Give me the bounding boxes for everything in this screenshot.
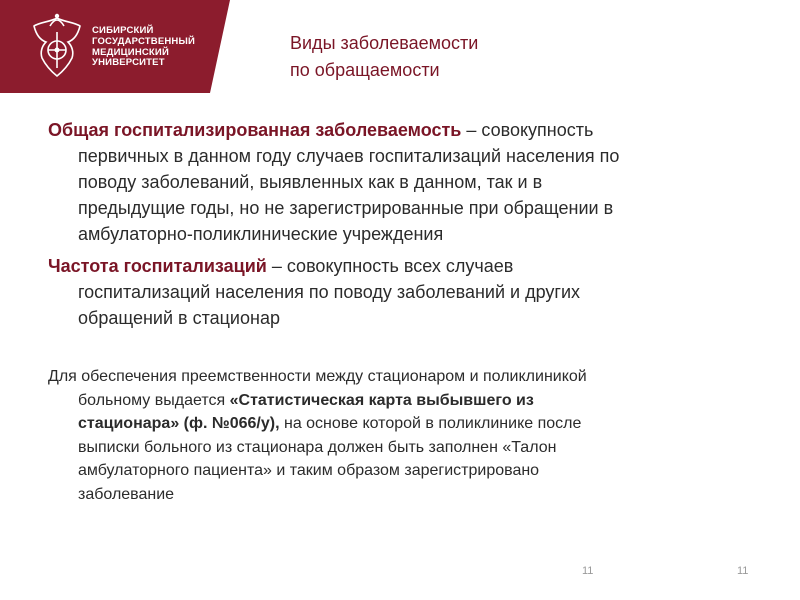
- header-band: [0, 0, 210, 93]
- slide-title: [290, 30, 478, 84]
- university-name-line: УНИВЕРСИТЕТ: [92, 57, 165, 69]
- definition-line: амбулаторно-поликлинические учреждения: [78, 224, 444, 244]
- university-name: [92, 26, 195, 69]
- definition-line: поводу заболеваний, выявленных как в данном, так и в: [78, 172, 543, 192]
- definition-term: Частота госпитализаций: [48, 256, 267, 276]
- university-name-line: МЕДИЦИНСКИЙ: [92, 46, 169, 58]
- definition-hospitalized-morbidity: [48, 117, 748, 247]
- university-crest-icon: [26, 12, 88, 80]
- note-line: амбулаторного пациента» и таким образом зарегистрировано: [78, 462, 540, 479]
- note-line: [48, 412, 748, 436]
- definition-first-line: [48, 253, 748, 279]
- definition-first-line: [48, 117, 748, 143]
- definition-text: – совокупность всех случаев: [266, 256, 514, 276]
- university-name-line: СИБИРСКИЙ: [92, 25, 154, 36]
- definition-hospitalization-frequency: [48, 253, 748, 331]
- note-line: выписки больного из стационара должен быть заполнен «Талон: [78, 438, 557, 456]
- continuity-note: [48, 365, 748, 506]
- note-line: Для обеспечения преемственности между стационаром и поликлиникой: [48, 368, 587, 385]
- note-text: на основе которой в поликлинике после: [279, 415, 582, 432]
- slide-title-line-1: Виды заболеваемости: [290, 33, 479, 53]
- definition-term: Общая госпитализированная заболеваемость: [48, 120, 462, 140]
- note-bold-text: стационара» (ф. №066/у),: [78, 415, 280, 432]
- slide-number: 11: [582, 565, 594, 577]
- definition-text: – совокупность: [461, 120, 594, 140]
- slide-title-line-2: по обращаемости: [290, 60, 440, 80]
- note-text: больному выдается: [78, 391, 230, 409]
- note-bold-text: «Статистическая карта выбывшего из: [229, 391, 534, 409]
- definition-line: первичных в данном году случаев госпитализаций населения по: [78, 146, 620, 166]
- definition-line: госпитализаций населения по поводу заболеваний и других: [78, 282, 581, 302]
- slide-number: 11: [737, 565, 749, 577]
- university-name-line: ГОСУДАРСТВЕННЫЙ: [92, 35, 196, 47]
- note-line: заболевание: [78, 485, 175, 503]
- definition-line: предыдущие годы, но не зарегистрированные при обращении в: [78, 198, 614, 218]
- note-line: [48, 389, 748, 413]
- definition-line: обращений в стационар: [78, 308, 280, 328]
